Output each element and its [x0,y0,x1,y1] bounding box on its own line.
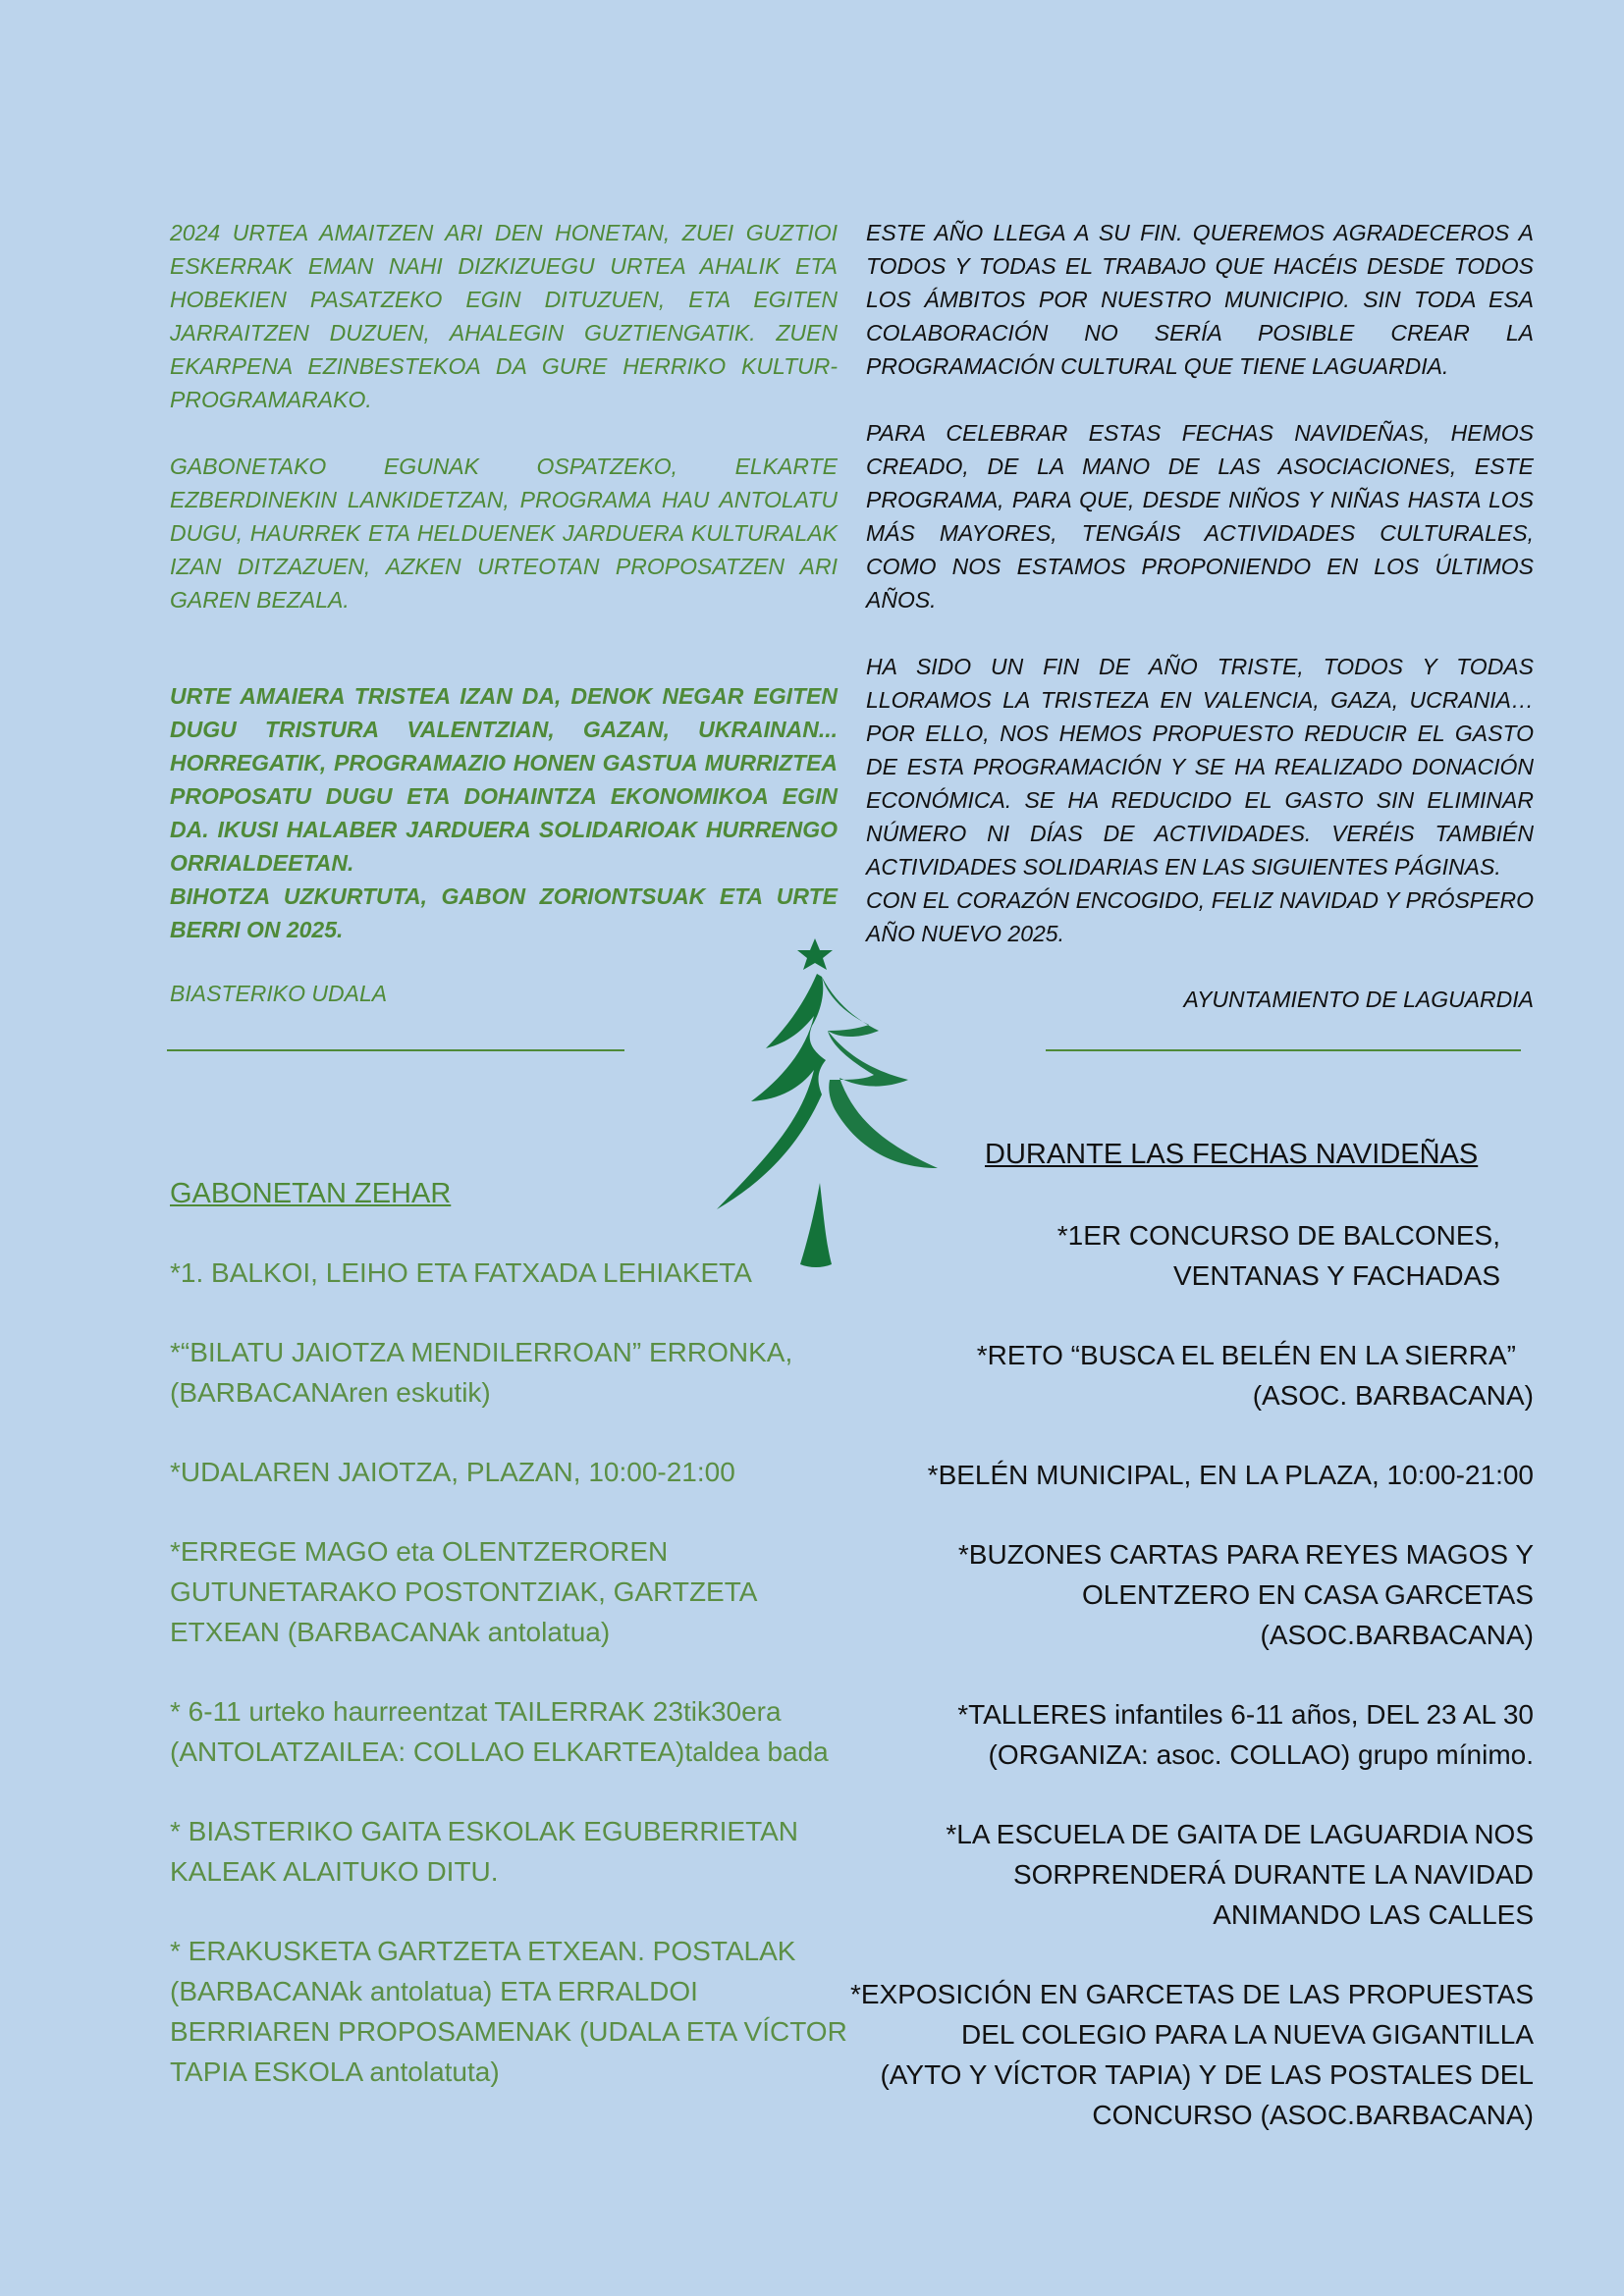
list-item: *UDALAREN JAIOTZA, PLAZAN, 10:00-21:00 [170,1457,735,1487]
list-item-line: (ORGANIZA: asoc. COLLAO) grupo mínimo. [988,1739,1534,1770]
list-item-line: *RETO “BUSCA EL BELÉN EN LA SIERRA” [976,1340,1516,1370]
basque-paragraph-1: 2024 URTEA AMAITZEN ARI DEN HONETAN, ZUEI GUZTIOI ESKERRAK EMAN NAHI DIZKIZUEGU URTEA AHALIK ETA HOBEKIEN PASATZEKO EGIN DITUZUEN, ETA EGITEN JARRAITZEN DUZUEN, AHALEGIN GUZTIENGATIK. ZUEN EKARPENA EZINBESTEKOA DA GURE HERRIKO KULTUR-PROGRAMARAKO. [170,220,838,412]
list-item-line: (ASOC. BARBACANA) [1252,1380,1534,1411]
basque-paragraph-4: BIHOTZA UZKURTUTA, GABON ZORIONTSUAK ETA URTE BERRI ON 2025. [170,883,838,942]
basque-signature: BIASTERIKO UDALA [170,981,388,1006]
basque-solidarity-text [170,679,838,946]
list-item-line: SORPRENDERÁ DURANTE LA NAVIDAD [1012,1859,1534,1890]
list-item [846,1215,1534,1296]
list-item-line: (AYTO Y VÍCTOR TAPIA) Y DE LAS POSTALES DEL [880,2059,1534,2090]
list-item-line: *1ER CONCURSO DE BALCONES, [1056,1220,1500,1251]
list-item [846,1335,1534,1415]
spanish-solidarity-text [866,650,1534,950]
spanish-paragraph-4: CON EL CORAZÓN ENCOGIDO, FELIZ NAVIDAD Y PRÓSPERO AÑO NUEVO 2025. [866,887,1534,946]
list-item-line: *LA ESCUELA DE GAITA DE LAGUARDIA NOS [946,1819,1534,1849]
list-item: *1. BALKOI, LEIHO ETA FATXADA LEHIAKETA [170,1257,752,1288]
list-item-line: VENTANAS Y FACHADAS [1173,1260,1500,1291]
list-item-line: OLENTZERO EN CASA GARCETAS [1081,1579,1534,1610]
list-item: * BIASTERIKO GAITA ESKOLAK EGUBERRIETAN KALEAK ALAITUKO DITU. [170,1816,799,1887]
left-divider [167,1049,624,1051]
list-item: *“BILATU JAIOTZA MENDILERROAN” ERRONKA, (BARBACANAren eskutik) [170,1337,793,1408]
spanish-signature: AYUNTAMIENTO DE LAGUARDIA [1183,987,1534,1012]
list-item-line: *EXPOSICIÓN EN GARCETAS DE LAS PROPUESTAS [849,1979,1534,2009]
list-item: * 6-11 urteko haurreentzat TAILERRAK 23tik30era (ANTOLATZAILEA: COLLAO ELKARTEA)taldea bada [170,1696,829,1767]
basque-paragraph-2: GABONETAKO EGUNAK OSPATZEKO, ELKARTE EZBERDINEKIN LANKIDETZAN, PROGRAMA HAU ANTOLATU DUGU, HAURREK ETA HELDUENEK JARDUERA KULTURALAK IZAN DITZAZUEN, AZKEN URTEOTAN PROPOSATZEN ARI GAREN BEZALA. [170,454,838,613]
list-item-line: (ASOC.BARBACANA) [1260,1620,1534,1650]
right-divider [1046,1049,1521,1051]
list-item [846,1694,1534,1775]
basque-paragraph-3: URTE AMAIERA TRISTEA IZAN DA, DENOK NEGAR EGITEN DUGU TRISTURA VALENTZIAN, GAZAN, UKRAINAN... HORREGATIK, PROGRAMAZIO HONEN GASTUA MURRIZTEA PROPOSATU DUGU ETA DOHAINTZA EKONOMIKOA EGIN DA. IKUSI HALABER JARDUERA SOLIDARIOAK HURRENGO ORRIALDEETAN. [170,683,838,876]
spanish-paragraph-2: PARA CELEBRAR ESTAS FECHAS NAVIDEÑAS, HEMOS CREADO, DE LA MANO DE LAS ASOCIACIONES, ESTE PROGRAMA, PARA QUE, DESDE NIÑOS Y NIÑAS HASTA LOS MÁS MAYORES, TENGÁIS ACTIVIDADES CULTURALES, COMO NOS ESTAMOS PROPONIENDO EN LOS ÚLTIMOS AÑOS. [866,420,1534,613]
list-item-line: DEL COLEGIO PARA LA NUEVA GIGANTILLA [960,2019,1534,2050]
basque-intro [170,216,838,650]
basque-list-heading: GABONETAN ZEHAR [170,1178,452,1209]
spanish-list-heading: DURANTE LAS FECHAS NAVIDEÑAS [985,1139,1479,1170]
list-item-line: *BELÉN MUNICIPAL, EN LA PLAZA, 10:00-21:00 [927,1460,1534,1490]
list-item-line: *TALLERES infantiles 6-11 años, DEL 23 AL 30 [957,1699,1534,1730]
spanish-activity-list [846,1215,1534,2174]
spanish-paragraph-3: HA SIDO UN FIN DE AÑO TRISTE, TODOS Y TODAS LLORAMOS LA TRISTEZA EN VALENCIA, GAZA, UCRANIA… POR ELLO, NOS HEMOS PROPUESTO REDUCIR EL GASTO DE ESTA PROGRAMACIÓN Y SE HA REALIZADO DONACIÓN ECONÓMICA. SE HA REDUCIDO EL GASTO SIN ELIMINAR NÚMERO NI DÍAS DE ACTIVIDADES. VERÉIS TAMBIÉN ACTIVIDADES SOLIDARIAS EN LAS SIGUIENTES PÁGINAS. [866,654,1534,880]
basque-activity-list [170,1174,857,2131]
list-item-line: *BUZONES CARTAS PARA REYES MAGOS Y [957,1539,1534,1570]
list-item: * ERAKUSKETA GARTZETA ETXEAN. POSTALAK (BARBACANAk antolatua) ETA ERRALDOI BERRIAREN PROPOSAMENAK (UDALA ETA VÍCTOR TAPIA ESKOLA antolatuta) [170,1936,847,2087]
list-item [846,1974,1534,2135]
list-item-line: ANIMANDO LAS CALLES [1213,1899,1534,1930]
list-item: *ERREGE MAGO eta OLENTZERO​REN GUTUNETARAKO POSTONTZIAK, GARTZETA ETXEAN (BARBACANAk antolatua) [170,1536,756,1647]
list-item-line: CONCURSO (ASOC.BARBACANA) [1092,2100,1534,2130]
spanish-intro [866,216,1534,650]
list-item [846,1455,1534,1495]
spanish-paragraph-1: ESTE AÑO LLEGA A SU FIN. QUEREMOS AGRADECEROS A TODOS Y TODAS EL TRABAJO QUE HACÉIS DESDE TODOS LOS ÁMBITOS POR NUESTRO MUNICIPIO. SIN TODA ESA COLABORACIÓN NO SERÍA POSIBLE CREAR LA PROGRAMACIÓN CULTURAL QUE TIENE LAGUARDIA. [866,220,1534,379]
list-item [846,1534,1534,1655]
list-item [846,1814,1534,1935]
